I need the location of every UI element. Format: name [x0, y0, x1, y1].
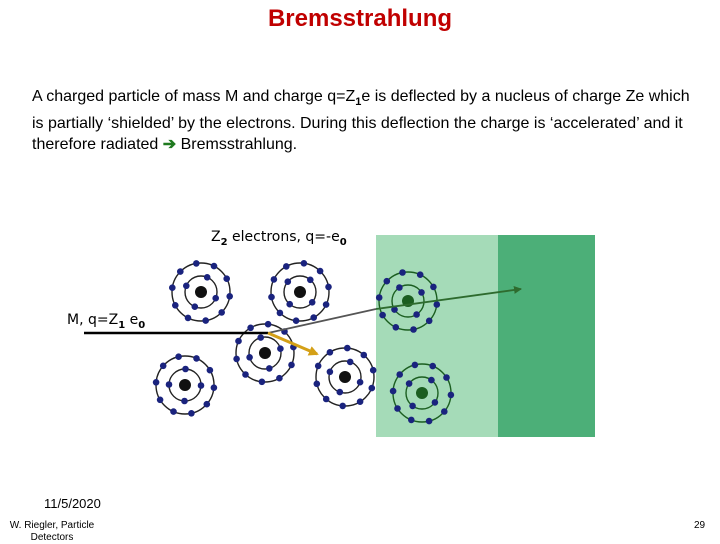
electron-icon	[393, 324, 400, 331]
electron-icon	[361, 352, 368, 359]
particle-label-sub2: 0	[138, 319, 146, 331]
electron-icon	[247, 325, 254, 332]
electron-icon	[448, 392, 455, 399]
electron-icon	[315, 363, 322, 370]
electron-icon	[185, 315, 192, 322]
electron-icon	[172, 302, 179, 309]
electron-icon	[430, 284, 437, 291]
electron-icon	[417, 271, 424, 278]
electron-icon	[177, 268, 184, 275]
electron-icon	[323, 396, 330, 403]
nucleus-icon	[195, 286, 207, 298]
electron-icon	[410, 326, 417, 333]
electron-icon	[193, 355, 200, 362]
electron-icon	[169, 284, 176, 291]
electron-icon	[160, 363, 167, 370]
electrons-label-text: electrons, q=-e	[227, 229, 340, 245]
electron-icon	[211, 384, 218, 391]
electron-icon	[192, 303, 199, 310]
electron-icon	[314, 381, 321, 388]
slide-title: Bremsstrahlung	[267, 5, 453, 32]
electron-icon	[327, 349, 334, 356]
electron-icon	[369, 385, 376, 392]
material-region-light	[376, 235, 498, 437]
electrons-label-sub: 2	[220, 236, 228, 248]
electron-icon	[426, 418, 433, 425]
electron-icon	[288, 362, 295, 369]
electron-icon	[175, 353, 182, 360]
electron-icon	[277, 310, 284, 317]
nucleus-icon	[416, 387, 428, 399]
electron-icon	[376, 294, 383, 301]
electron-icon	[268, 294, 275, 301]
electron-icon	[310, 314, 317, 321]
electron-icon	[198, 382, 205, 389]
electron-icon	[301, 260, 308, 267]
electron-icon	[265, 321, 272, 328]
electrons-label	[211, 229, 347, 248]
electron-icon	[246, 354, 253, 361]
nucleus-icon	[339, 371, 351, 383]
electron-icon	[235, 338, 242, 345]
electron-icon	[396, 284, 403, 291]
description-part2: e is deflected by a nucleus of charge Ze which is partially ‘shielded’ by the electrons. During this deflection the charge is ‘accelerated’ and it therefore radiated	[32, 88, 690, 154]
electron-icon	[212, 295, 219, 302]
description-part3: Bremsstrahlung.	[176, 136, 298, 154]
electron-icon	[226, 293, 233, 300]
footer-date: 11/5/2020	[44, 496, 101, 511]
electron-icon	[166, 381, 173, 388]
electron-icon	[394, 405, 401, 412]
electron-icon	[183, 283, 190, 290]
electron-icon	[193, 260, 200, 267]
particle-label	[67, 312, 145, 331]
electron-icon	[406, 380, 413, 387]
electron-icon	[188, 410, 195, 417]
electron-icon	[207, 367, 214, 374]
electron-icon	[317, 268, 324, 275]
electron-icon	[266, 365, 273, 372]
nucleus-icon	[259, 347, 271, 359]
electron-icon	[153, 379, 160, 386]
footer-author: W. Riegler, Particle Detectors	[9, 520, 95, 543]
electron-icon	[390, 388, 397, 395]
electron-icon	[327, 369, 334, 376]
electron-icon	[286, 301, 293, 308]
electron-icon	[182, 366, 189, 373]
particle-label-text: M, q=Z	[67, 312, 119, 328]
electrons-label-sub2: 0	[339, 236, 347, 248]
particle-label-sub: 1	[118, 319, 126, 331]
particle-label-e: e	[125, 312, 139, 328]
electron-icon	[337, 389, 344, 396]
electron-icon	[293, 317, 300, 324]
nucleus-icon	[294, 286, 306, 298]
electron-icon	[357, 398, 364, 405]
photon-arrow-icon	[268, 333, 317, 354]
electron-icon	[242, 371, 249, 378]
electron-icon	[428, 377, 435, 384]
page-number: 29	[694, 520, 706, 531]
electron-icon	[276, 375, 283, 382]
electron-icon	[170, 408, 177, 415]
electron-icon	[204, 401, 211, 408]
electron-icon	[271, 276, 278, 283]
electron-icon	[347, 359, 354, 366]
right-arrow-icon: ➔	[162, 136, 177, 154]
electron-icon	[408, 417, 415, 424]
electron-icon	[396, 371, 403, 378]
electron-icon	[181, 398, 188, 405]
electron-icon	[339, 403, 346, 410]
electron-icon	[211, 263, 218, 270]
electron-icon	[384, 278, 391, 285]
electron-icon	[285, 278, 292, 285]
electron-icon	[413, 311, 420, 318]
electron-icon	[233, 356, 240, 363]
electron-icon	[218, 309, 225, 316]
electron-icon	[309, 299, 316, 306]
electron-icon	[370, 367, 377, 374]
description-part1: A charged particle of mass M and charge q=Z	[32, 88, 356, 105]
electron-icon	[204, 274, 211, 281]
nucleus-icon	[179, 379, 191, 391]
electron-icon	[399, 269, 406, 276]
electron-icon	[307, 277, 314, 284]
electron-icon	[434, 301, 441, 308]
electron-icon	[277, 345, 284, 352]
electron-icon	[412, 362, 419, 369]
electron-icon	[323, 301, 330, 308]
electron-icon	[157, 397, 164, 404]
description-sub1: 1	[355, 96, 362, 109]
electron-icon	[418, 289, 425, 296]
electron-icon	[432, 399, 439, 406]
electron-icon	[344, 345, 351, 352]
electron-icon	[325, 284, 332, 291]
electron-icon	[202, 317, 209, 324]
electron-icon	[257, 334, 264, 341]
electron-icon	[223, 275, 230, 282]
electron-icon	[259, 379, 266, 386]
electron-icon	[429, 363, 436, 370]
electron-icon	[379, 312, 386, 319]
deflected-particle-track	[268, 309, 376, 333]
electron-icon	[441, 408, 448, 415]
electrons-label-z: Z	[211, 229, 221, 245]
electron-icon	[357, 379, 364, 386]
electron-icon	[409, 403, 416, 410]
material-region-dark	[498, 235, 595, 437]
electron-icon	[283, 263, 290, 270]
electron-icon	[426, 318, 433, 325]
electron-icon	[443, 374, 450, 381]
